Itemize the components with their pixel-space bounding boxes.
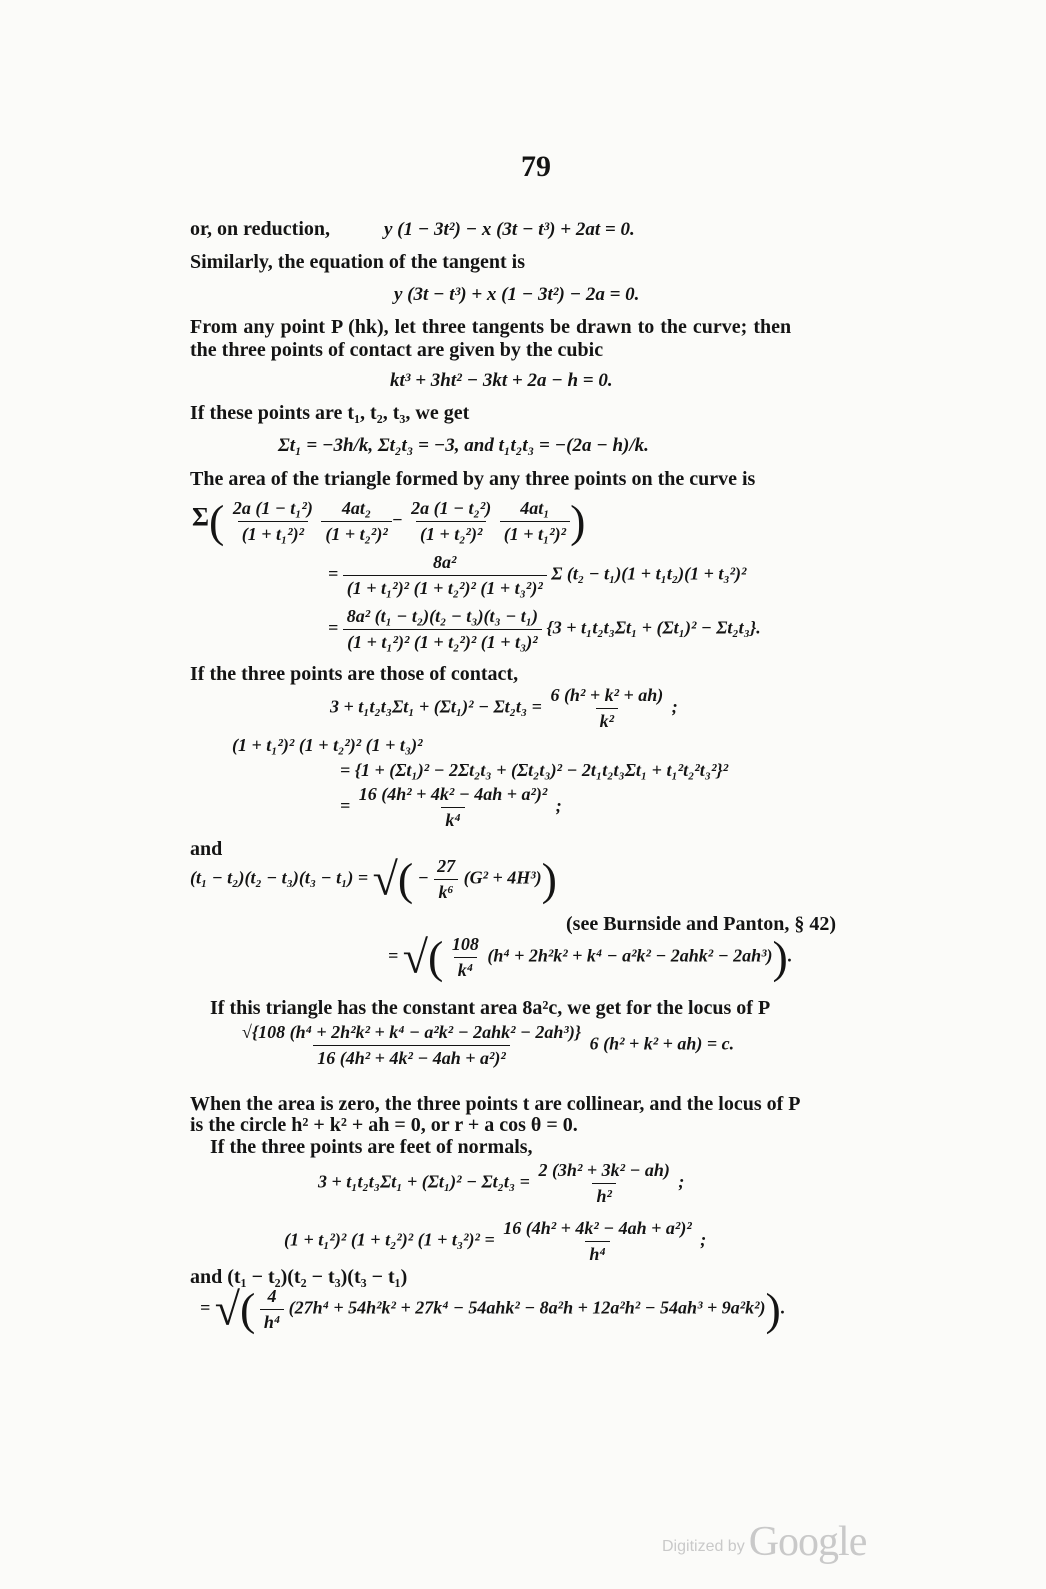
text-line: From any point P (hk), let three tangents be drawn to the curve; then <box>190 316 792 338</box>
text-line: the three points of contact are given by the cubic <box>190 339 604 361</box>
text-line: If the three points are those of contact, <box>190 663 519 685</box>
sqrt-symbol: √ <box>402 931 429 983</box>
fraction: $\frac{108}{\text{k⁴}}$ <box>451 934 479 980</box>
contact-eq-2: (1 + t₁²)² (1 + t₂²)² (1 + t₃)² <box>232 735 423 755</box>
fraction: $\frac{\text{2 (3h² + 3k² − ah)}}{\text{h²}}$ <box>538 1160 670 1206</box>
fraction: $\frac{\text{4at₂}}{\text{(1 + t₂²)²}}$ <box>321 498 391 545</box>
text-line: Similarly, the equation of the tangent is <box>190 251 526 273</box>
fraction: $\frac{4}{\text{h⁴}}$ <box>260 1286 284 1333</box>
equation: y (1 − 3t²) − x (3t − t³) + 2at = 0. <box>384 219 635 240</box>
paren-left: ( <box>397 853 414 905</box>
sqrt-symbol: √ <box>372 853 398 905</box>
product-eq-2: = √( $\frac{108}{\text{k⁴}}$ (h⁴ + 2h²k² + k⁴ − a²k² − 2ahk² − 2ah³)). <box>388 931 793 983</box>
paren-right: ) <box>765 1283 781 1335</box>
product-eq-1: (t₁ − t₂)(t₂ − t₃)(t₃ − t₁) = √( − $\frac{27}{\text{k⁶}}$ (G² + 4H³)) <box>190 853 557 905</box>
fraction: $\frac{\text{2a (1 − t₁²)}}{\text{(1 + t₁²)²}}$ <box>232 498 313 544</box>
fraction: $\frac{\text{4at₁}}{\text{(1 + t₁²)²}}$ <box>500 498 570 545</box>
paren-left: ( <box>209 495 225 547</box>
paren-right: ) <box>772 931 788 983</box>
contact-eq-4: = $\frac{\text{16 (4h² + 4k² − 4ah + a²)²}}{\text{k⁴}}$ ; <box>340 784 562 830</box>
area-result-2: = $\frac{\text{8a² (t₁ − t₂)(t₂ − t₃)(t₃ − t₁)}}{\text{(1 + t₁²)² (1 + t₂²)² (1 + t₃)²}}$ {3 + t₁t₂t₃Σt₁ + (Σt₁)² − Σt₂t₃}. <box>328 606 761 652</box>
text-line: If these points are t₁, t₂, t₃, we get <box>190 402 470 424</box>
fraction: $\frac{\text{16 (4h² + 4k² − 4ah + a²)²}}{\text{k⁴}}$ <box>358 784 548 830</box>
text-line: or, on reduction, <box>190 218 331 240</box>
paren-left: ( <box>240 1283 256 1335</box>
equation: kt³ + 3ht² − 3kt + 2a − h = 0. <box>390 370 613 391</box>
text-line: and (t₁ − t₂)(t₂ − t₃)(t₃ − t₁) <box>190 1266 408 1288</box>
paren-right: ) <box>541 853 557 905</box>
paren-right: ) <box>570 495 586 547</box>
text-line: The area of the triangle formed by any three points on the curve is <box>190 468 756 490</box>
equation: Σt₁ = −3h/k, Σt₂t₃ = −3, and t₁t₂t₃ = −(2a − h)/k. <box>278 435 649 456</box>
page-number: 79 <box>521 150 551 183</box>
contact-eq-3: = {1 + (Σt₁)² − 2Σt₂t₃ + (Σt₂t₃)² − 2t₁t₂t₃Σt₁ + t₁²t₂²t₃²}² <box>340 760 729 780</box>
fraction: $\frac{\text{2a (1 − t₂²)}}{\text{(1 + t₂²)²}}$ <box>411 498 492 544</box>
fraction: $\frac{\text{6 (h² + k² + ah)}}{\text{k²}}$ <box>550 685 664 731</box>
sqrt-symbol: √ <box>242 1022 252 1042</box>
text-line: If the three points are feet of normals, <box>210 1136 533 1158</box>
text-line: If this triangle has the constant area 8a²c, we get for the locus of P <box>210 997 771 1019</box>
paren-left: ( <box>428 931 444 983</box>
locus-equation: $\frac{\text{√\{108 (h⁴ + 2h²k² + k⁴ − a²k² − 2ahk² − 2ah³)\}}}{\text{16 (4h² + 4k² − 4ah + a²)²}}$ 6 (h² + k² + ah) = c. <box>238 1022 734 1069</box>
sqrt-symbol: √ <box>214 1283 241 1335</box>
google-watermark: Digitized by Google <box>662 1519 867 1565</box>
fraction: $\frac{\text{16 (4h² + 4k² − 4ah + a²)²}}{\text{h⁴}}$ <box>503 1218 692 1264</box>
fraction: $\frac{\text{8a²}}{\text{(1 + t₁²)² (1 + t₂²)² (1 + t₃²)²}}$ <box>343 552 547 599</box>
area-result-1: = $\frac{\text{8a²}}{\text{(1 + t₁²)² (1 + t₂²)² (1 + t₃²)²}}$ Σ (t₂ − t₁)(1 + t₁t₂)(1 + t₃²)² <box>328 552 747 598</box>
fraction: $\frac{27}{\text{k⁶}}$ <box>433 856 459 903</box>
contact-eq-1: 3 + t₁t₂t₃Σt₁ + (Σt₁)² − Σt₂t₃ = $\frac{\text{6 (h² + k² + ah)}}{\text{k²}}$ ; <box>330 685 678 731</box>
text-line: When the area is zero, the three points t are collinear, and the locus of P <box>190 1093 801 1115</box>
fraction: $\frac{\text{8a² (t₁ − t₂)(t₂ − t₃)(t₃ − t₁)}}{\text{(1 + t₁²)² (1 + t₂²)² (1 + t₃)²}}$ <box>343 606 542 653</box>
normal-eq-3: = √( $\frac{4}{\text{h⁴}}$ (27h⁴ + 54h²k² + 27k⁴ − 54ahk² − 8a²h + 12a²h² − 54ah³ + 9a²k²)). <box>200 1283 786 1335</box>
fraction: $\frac{\text{√\{108 (h⁴ + 2h²k² + k⁴ − a²k² − 2ahk² − 2ah³)\}}}{\text{16 (4h² + 4k² − 4ah + a²)²}}$ <box>242 1022 582 1068</box>
citation: (see Burnside and Panton, § 42) <box>566 913 837 935</box>
normal-eq-1: 3 + t₁t₂t₃Σt₁ + (Σt₁)² − Σt₂t₃ = $\frac{\text{2 (3h² + 3k² − ah)}}{\text{h²}}$ ; <box>318 1160 685 1206</box>
area-sum-expression: Σ( $\frac{\text{2a (1 − t₁²)}}{\text{(1 + t₁²)²}}$ $\frac{\text{4at₂}}{\text{(1 + t₂²)²}}$ − $\frac{\text{2a (1 − t₂²)}}{\text{(1 + t₂²)²}}$ $\frac{\text{4at₁}}{\text{(1 + t₁²)²}}$ ) <box>192 495 586 547</box>
equation: y (3t − t³) + x (1 − 3t²) − 2a = 0. <box>394 284 640 305</box>
sigma-symbol: Σ <box>192 502 209 532</box>
normal-eq-2: (1 + t₁²)² (1 + t₂²)² (1 + t₃²)² = $\frac{\text{16 (4h² + 4k² − 4ah + a²)²}}{\text{h⁴}}$ ; <box>284 1218 707 1264</box>
text-line: is the circle h² + k² + ah = 0, or r + a cos θ = 0. <box>190 1114 578 1136</box>
text-line: and <box>190 838 223 860</box>
